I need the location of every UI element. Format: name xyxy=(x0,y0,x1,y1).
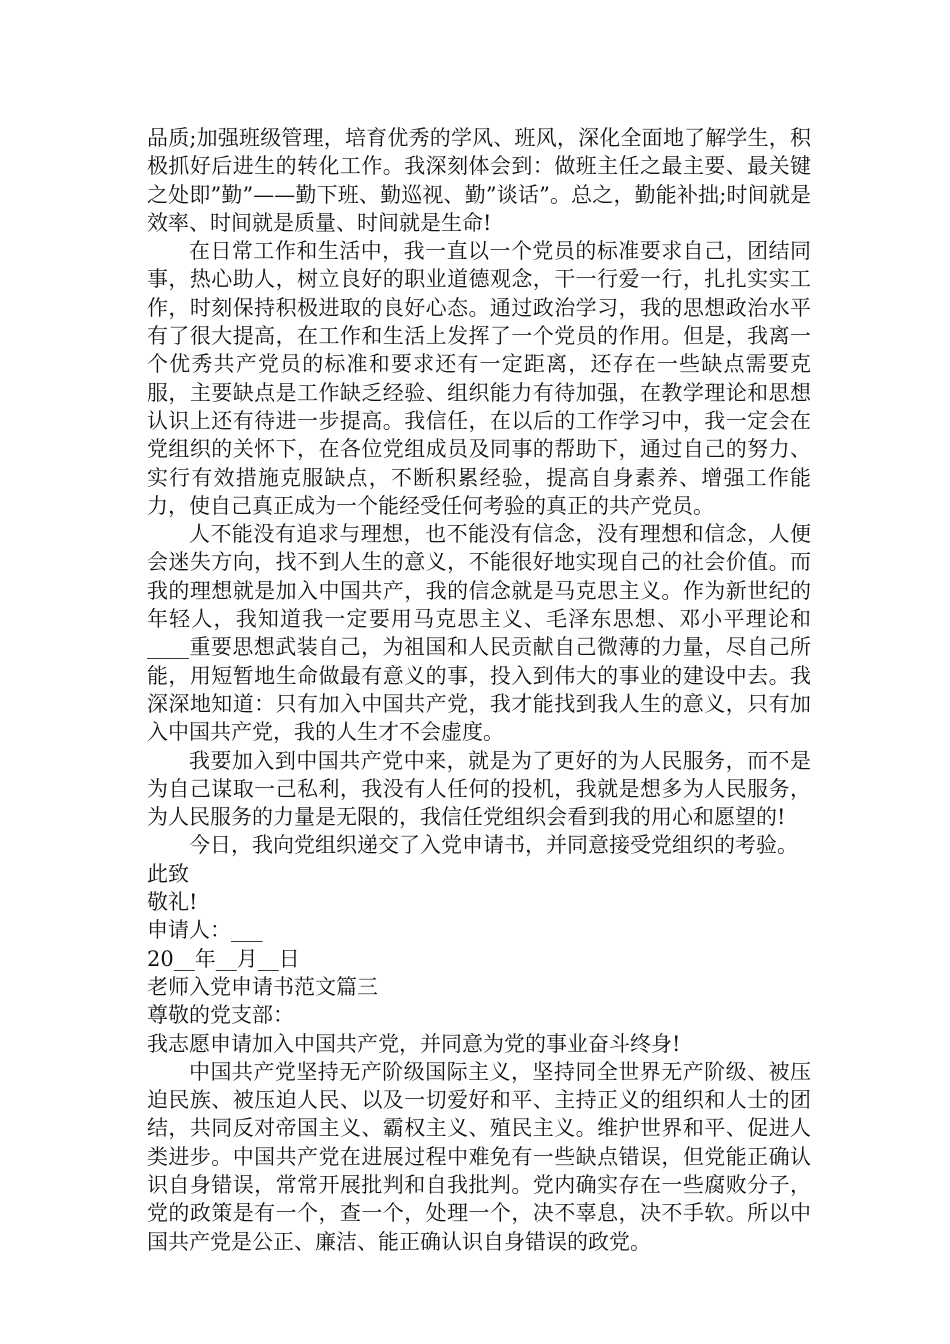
paragraph-continuation: 品质;加强班级管理，培育优秀的学风、班风，深化全面地了解学生，积极抓好后进生的转化工作。我深刻体会到：做班主任之最主要、最关键之处即”勤”——勤下班、勤巡视、勤”谈话”。总之，勤能补拙;时间就是效率、时间就是质量、时间就是生命! xyxy=(147,126,811,235)
document-body xyxy=(147,124,811,1256)
paragraph-vow: 我志愿申请加入中国共产党，并同意为党的事业奋斗终身! xyxy=(147,1031,681,1056)
paragraph-submission: 今日，我向党组织递交了入党申请书，并同意接受党组织的考验。 xyxy=(189,833,798,858)
paragraph-serve-people: 我要加入到中国共产党中来，就是为了更好的为人民服务，而不是为自己谋取一己私利，我没有人任何的投机，我就是想多为人民服务，为人民服务的力量是无限的，我信任党组织会看到我的用心和愿望的! xyxy=(147,748,811,830)
greeting: 尊敬的党支部： xyxy=(147,1003,294,1028)
paragraph-work-life: 在日常工作和生活中，我一直以一个党员的标准要求自己，团结同事，热心助人，树立良好的职业道德观念，干一行爱一行，扎扎实实工作，时刻保持积极进取的良好心态。通过政治学习，我的思想政治水平有了很大提高，在工作和生活上发挥了一个党员的作用。但是，我离一个优秀共产党员的标准和要求还有一定距离，还存在一些缺点需要克服，主要缺点是工作缺乏经验、组织能力有待加强，在教学理论和思想认识上还有待进一步提高。我信任，在以后的工作学习中，我一定会在党组织的关怀下，在各位党组成员及同事的帮助下，通过自己的努力、实行有效措施克服缺点，不断积累经验，提高自身素养、增强工作能力，使自己真正成为一个能经受任何考验的真正的共产党员。 xyxy=(147,239,811,518)
paragraph-internationalism: 中国共产党坚持无产阶级国际主义，坚持同全世界无产阶级、被压迫民族、被压迫人民、以及一切爱好和平、主持正义的组织和人士的团结，共同反对帝国主义、霸权主义、殖民主义。维护世界和平、促进人类进步。中国共产党在进展过程中难免有一些缺点错误，但党能正确认识自身错误，常常开展批判和自我批判。党内确实存在一些腐败分子，党的政策是有一个，查一个，处理一个，决不辜息，决不手软。所以中国共产党是公正、廉洁、能正确认识自身错误的政党。 xyxy=(147,1059,811,1254)
closing-applicant: 申请人：___ xyxy=(147,918,263,943)
closing-date: 20__年__月__日 xyxy=(147,946,300,971)
paragraph-ideals: 人不能没有追求与理想，也不能没有信念，没有理想和信念，人便会迷失方向，找不到人生的意义，不能很好地实现自己的社会价值。而我的理想就是加入中国共产，我的信念就是马克思主义。作为新世纪的年轻人，我知道我一定要用马克思主义、毛泽东思想、邓小平理论和____重要思想武装自己，为祖国和人民贡献自己微薄的力量，尽自己所能，用短暂地生命做最有意义的事，投入到伟大的事业的建设中去。我深深地知道：只有加入中国共产党，我才能找到我人生的意义，只有加入中国共产党，我的人生才不会虚度。 xyxy=(147,522,811,745)
closing-salutation: 此致 xyxy=(147,861,189,886)
closing-respect: 敬礼! xyxy=(147,890,198,915)
section-title: 老师入党申请书范文篇三 xyxy=(147,974,378,999)
